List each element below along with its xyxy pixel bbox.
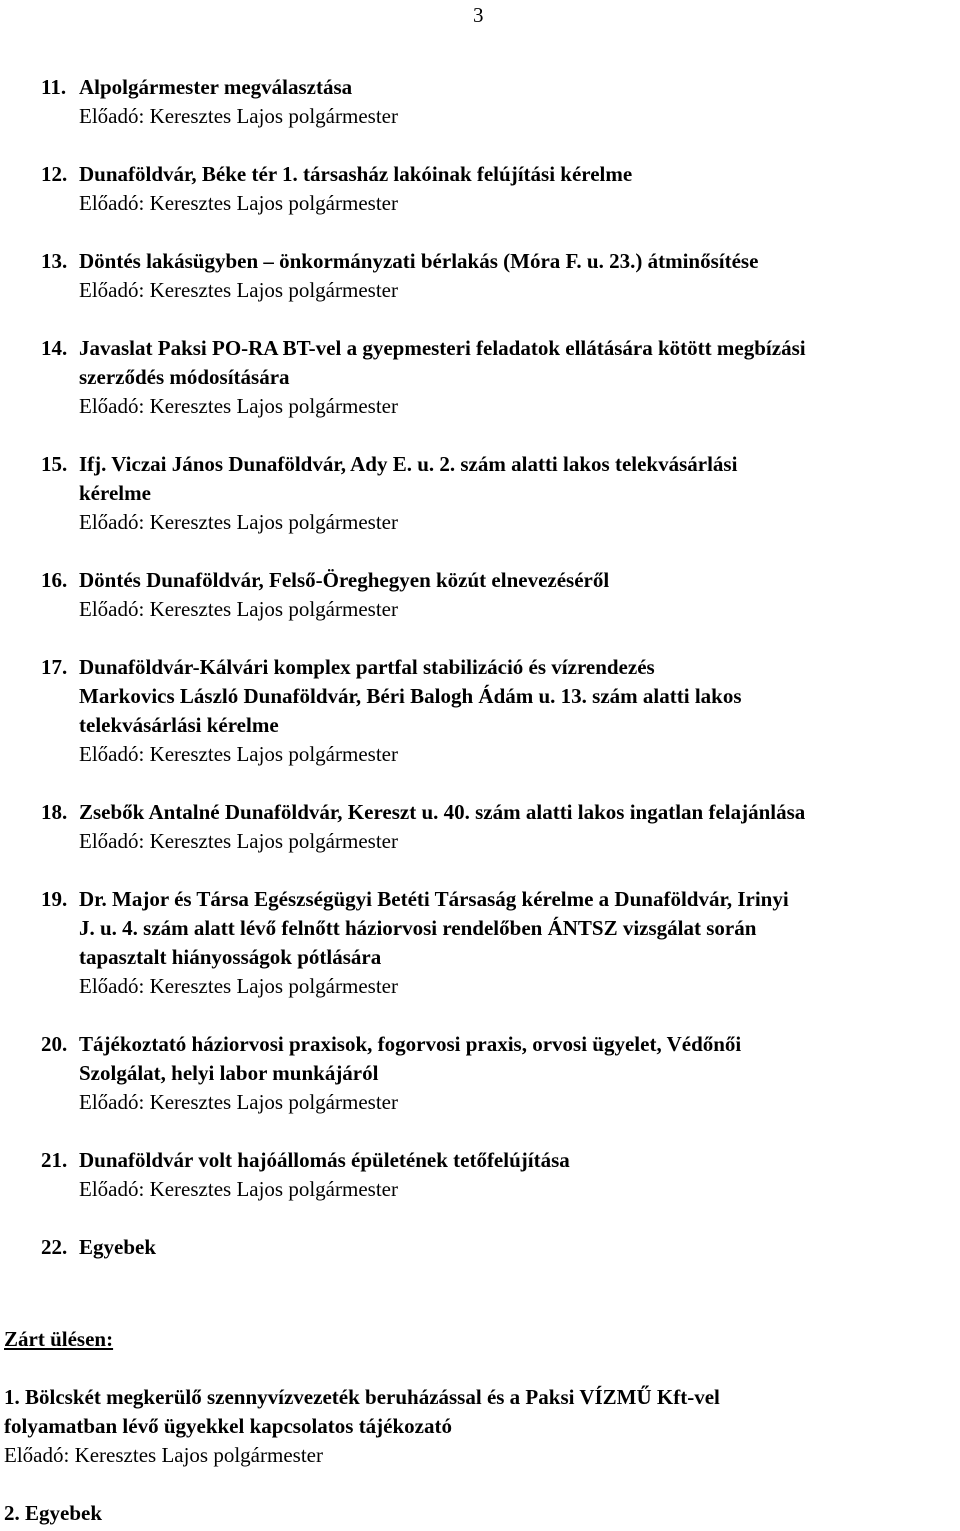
item-title: Dunaföldvár, Béke tér 1. társasház lakóinak felújítási kérelme [79, 162, 633, 186]
agenda-item [41, 1146, 956, 1204]
item-title: Ifj. Viczai János Dunaföldvár, Ady E. u. 2. szám alatti lakos telekvásárlási [79, 452, 738, 476]
closed-session [4, 1325, 944, 1528]
item-title: Dunaföldvár-Kálvári komplex partfal stabilizáció és vízrendezés [79, 655, 655, 679]
item-title: telekvásárlási kérelme [79, 713, 279, 737]
item-number: 19. [41, 887, 68, 911]
closed-item-title: folyamatban lévő ügyekkel kapcsolatos tájékozató [4, 1414, 452, 1438]
item-title: Tájékoztató háziorvosi praxisok, fogorvosi praxis, orvosi ügyelet, Védőnői [79, 1032, 742, 1056]
closed-session-item [4, 1383, 944, 1470]
closed-session-item [4, 1499, 944, 1528]
item-presenter: Előadó: Keresztes Lajos polgármester [79, 597, 398, 621]
item-title: tapasztalt hiányosságok pótlására [79, 945, 382, 969]
item-presenter: Előadó: Keresztes Lajos polgármester [79, 829, 398, 853]
item-number: 14. [41, 336, 68, 360]
agenda-item [41, 160, 956, 218]
agenda-list [41, 73, 956, 1262]
agenda-item [41, 73, 956, 131]
agenda-item [41, 1233, 956, 1262]
item-title: kérelme [79, 481, 151, 505]
item-number: 17. [41, 655, 68, 679]
item-title: Javaslat Paksi PO-RA BT-vel a gyepmesteri feladatok ellátására kötött megbízási [79, 336, 806, 360]
agenda-item [41, 334, 956, 421]
item-title: Zsebők Antalné Dunaföldvár, Kereszt u. 40. szám alatti lakos ingatlan felajánlása [79, 800, 806, 824]
item-title: Dr. Major és Társa Egészségügyi Betéti Társaság kérelme a Dunaföldvár, Irinyi [79, 887, 789, 911]
item-title: Markovics László Dunaföldvár, Béri Balogh Ádám u. 13. szám alatti lakos [79, 684, 742, 708]
item-title: Szolgálat, helyi labor munkájáról [79, 1061, 379, 1085]
item-title: Dunaföldvár volt hajóállomás épületének tetőfelújítása [79, 1148, 570, 1172]
item-title: szerződés módosítására [79, 365, 290, 389]
item-title: Döntés lakásügyben – önkormányzati bérlakás (Móra F. u. 23.) átminősítése [79, 249, 759, 273]
agenda-item [41, 653, 956, 769]
item-presenter: Előadó: Keresztes Lajos polgármester [79, 1177, 398, 1201]
item-number: 13. [41, 249, 68, 273]
agenda-item [41, 566, 956, 624]
item-number: 18. [41, 800, 68, 824]
agenda-item [41, 450, 956, 537]
item-title: J. u. 4. szám alatt lévő felnőtt háziorvosi rendelőben ÁNTSZ vizsgálat során [79, 916, 757, 940]
item-title: Alpolgármester megválasztása [79, 75, 353, 99]
agenda-item [41, 885, 956, 1001]
item-title: Egyebek [79, 1235, 157, 1259]
item-number: 11. [41, 75, 67, 99]
closed-item-title: 2. Egyebek [4, 1501, 103, 1525]
item-presenter: Előadó: Keresztes Lajos polgármester [79, 974, 398, 998]
item-presenter: Előadó: Keresztes Lajos polgármester [79, 104, 398, 128]
page-number: 3 [473, 3, 484, 27]
item-title: Döntés Dunaföldvár, Felső-Öreghegyen közút elnevezéséről [79, 568, 610, 592]
item-presenter: Előadó: Keresztes Lajos polgármester [79, 278, 398, 302]
closed-session-heading: Zárt ülésen: [4, 1327, 114, 1351]
item-presenter: Előadó: Keresztes Lajos polgármester [79, 742, 398, 766]
item-presenter: Előadó: Keresztes Lajos polgármester [79, 1090, 398, 1114]
item-number: 21. [41, 1148, 68, 1172]
item-presenter: Előadó: Keresztes Lajos polgármester [79, 394, 398, 418]
item-presenter: Előadó: Keresztes Lajos polgármester [79, 191, 398, 215]
item-number: 15. [41, 452, 68, 476]
agenda-item [41, 798, 956, 856]
item-number: 22. [41, 1235, 68, 1259]
agenda-item [41, 247, 956, 305]
item-number: 16. [41, 568, 68, 592]
item-number: 20. [41, 1032, 68, 1056]
agenda-item [41, 1030, 956, 1117]
item-number: 12. [41, 162, 68, 186]
closed-item-presenter: Előadó: Keresztes Lajos polgármester [4, 1443, 323, 1467]
closed-item-title: 1. Bölcskét megkerülő szennyvízvezeték beruházással és a Paksi VÍZMŰ Kft-vel [4, 1385, 720, 1409]
item-presenter: Előadó: Keresztes Lajos polgármester [79, 510, 398, 534]
